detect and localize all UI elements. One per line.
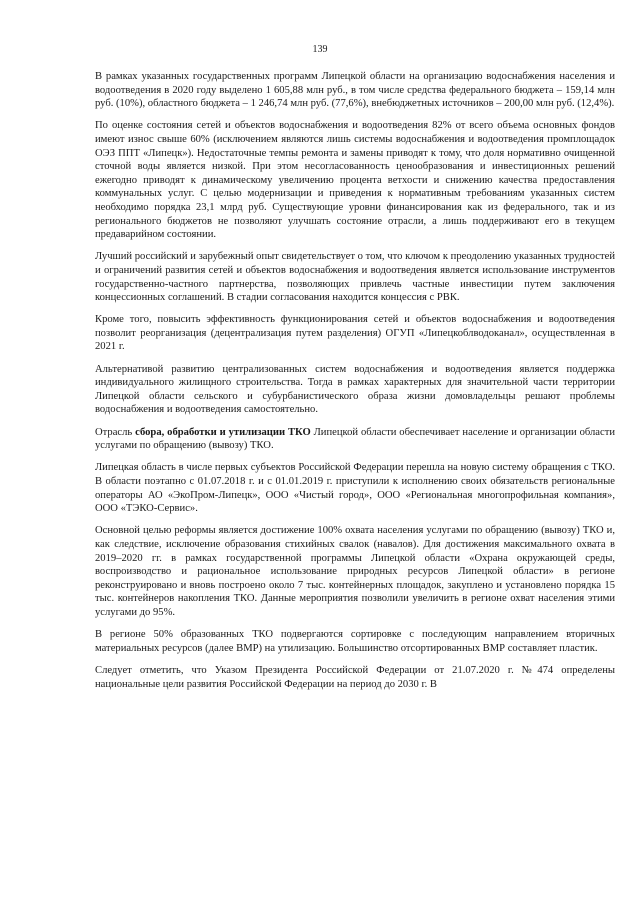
paragraph-individual-housing: Альтернативой развитию централизованных систем водоснабжения и водоотведения является поддержка индивидуального жилищного строительства. Тогда в рамках характерных для значительной части территории Липецкой области сельского и субурбанистического образа жизни домовладельцы решают проблемы водоснабжения и водоотведения самостоятельно.: [95, 363, 615, 416]
paragraph-programs-funding: В рамках указанных государственных программ Липецкой области на организацию водоснабжения населения и водоотведения в 2020 году выделено 1 605,88 млн руб., в том числе средства федерального бюджета – 159,14 млн руб. (10%), областного бюджета – 1 246,74 млн руб. (77,6%), внебюджетных источников – 200,00 млн руб. (12,4%).: [95, 71, 615, 110]
paragraph-tko-industry: [95, 426, 615, 453]
paragraph-reorganization: Кроме того, повысить эффективность функционирования сетей и объектов водоснабжения и водоотведения позволит реорганизация (децентрализация путем разделения) ОГУП «Липецкоблводоканал», осуществленная в 2021 г.: [95, 314, 615, 353]
paragraph-networks-condition: По оценке состояния сетей и объектов водоснабжения и водоотведения 82% от всего объема основных фондов имеют износ свыше 60% (исключением являются лишь системы водоснабжения и водоотведения промплощадок ОЭЗ ППТ «Липецк»). Недостаточные темпы ремонта и замены приводят к тому, что доля нормативно очищенной сточной воды является низкой. При этом несогласованность ценообразования и инвестиционных решений ежегодно приводят к динамическому увеличению процента ветхости и снижению качества предоставления коммунальных услуг. С целью модернизации и приведения к нормативным требованиям указанных систем необходимо порядка 23,1 млрд руб. Существующие уровни финансирования как из федерального, так и из регионального бюджетов не позволяют улучшать состояние отрасли, а лишь поддерживают его в текущем предаварийном состоянии.: [95, 120, 615, 241]
paragraph-reform-goal: Основной целью реформы является достижение 100% охвата населения услугами по обращению (вывозу) ТКО и, как следствие, исключение образования стихийных свалок (навалов). Для достижения максимального охвата в 2019–2020 гг. в рамках государственной программы Липецкой области «Охрана окружающей среды, воспроизводство и рациональное использование природных ресурсов Липецкой области» в регионе реконструировано и вновь построено около 7 тыс. контейнерных площадок, закуплено и установлено порядка 15 тыс. контейнеров накопления ТКО. Данные мероприятия позволили увеличить в регионе охват населения этими услугами до 95%.: [95, 525, 615, 618]
paragraph-sorting: В регионе 50% образованных ТКО подвергаются сортировке с последующим направлением вторичных материальных ресурсов (далее ВМР) на утилизацию. Большинство отсортированных ВМР составляет пластик.: [95, 629, 615, 654]
paragraph-presidential-decree: Следует отметить, что Указом Президента Российской Федерации от 21.07.2020 г. №474 определены национальные цели развития Российской Федерации на период до 2030 г. В: [95, 664, 615, 690]
paragraph-ppp-experience: Лучший российский и зарубежный опыт свидетельствует о том, что ключом к преодолению указанных трудностей и ограничений развития сетей и объектов водоснабжения и водоотведения является использование инструментов государственно-частного партнерства, позволяющих привлечь частные инвестиции путем заключения концессионных соглашений. В стадии согласования находится концессия с РВК.: [95, 251, 615, 304]
paragraph-tko-industry-after: Липецкой области обеспечивает население и организации области услугами по обращению (вывозу) ТКО.: [95, 426, 615, 452]
paragraph-tko-industry-bold: сбора, обработки и утилизации ТКО: [135, 426, 311, 438]
paragraph-regional-operators: Липецкая область в числе первых субъектов Российской Федерации перешла на новую систему обращения с ТКО. В области поэтапно с 01.07.2018 г. и с 01.01.2019 г. приступили к исполнению своих обязательств региональные операторы АО «ЭкоПром-Липецк», ООО «Чистый город», ООО «Региональная многопрофильная компания», ООО «ТЭКО-Сервис».: [95, 462, 615, 515]
page-body: [95, 70, 615, 700]
paragraph-tko-industry-before: Отрасль: [95, 426, 136, 438]
page-number: 139: [312, 44, 328, 55]
